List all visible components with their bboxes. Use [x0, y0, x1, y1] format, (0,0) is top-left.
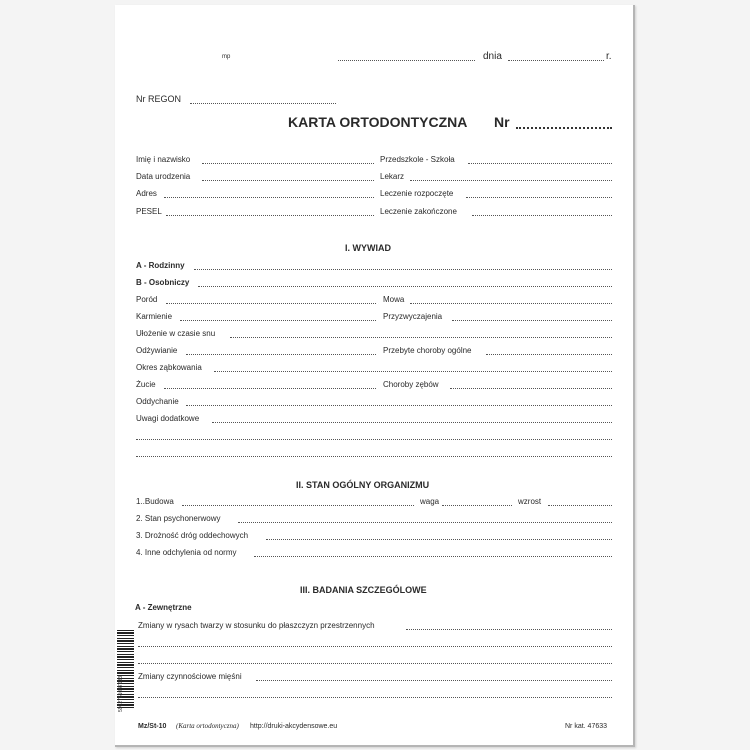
lecz-roz-label: Leczenie rozpoczęte	[380, 189, 454, 198]
barcode-number: 5902751047633	[118, 675, 124, 712]
lecz-zak-label: Leczenie zakończone	[380, 207, 457, 216]
budowa-line[interactable]	[182, 505, 414, 506]
lekarz-line[interactable]	[410, 180, 612, 181]
zmiany-czyn-line-2[interactable]	[138, 697, 612, 698]
mowa-line[interactable]	[410, 303, 612, 304]
zmiany-rysach-line-2[interactable]	[138, 646, 612, 647]
uwagi-line-2[interactable]	[136, 439, 612, 440]
footer-catalog: Nr kat. 47633	[565, 723, 608, 730]
nr-line[interactable]	[516, 127, 612, 129]
karmienie-label: Karmienie	[136, 312, 173, 321]
zabkowanie-label: Okres ząbkowania	[136, 363, 202, 372]
dnia-label: dnia	[483, 51, 502, 62]
imie-line[interactable]	[202, 163, 374, 164]
choroby-zebow-line[interactable]	[450, 388, 612, 389]
waga-line[interactable]	[442, 505, 512, 506]
przebyte-label: Przebyte choroby ogólne	[383, 346, 472, 355]
zmiany-czyn-label: Zmiany czynnościowe mięśni	[138, 672, 242, 681]
footer-name: (Karta ortodontyczna)	[176, 722, 239, 730]
osobniczy-label: B - Osobniczy	[136, 278, 190, 287]
oddychanie-line[interactable]	[186, 405, 612, 406]
uwagi-line-3[interactable]	[136, 456, 612, 457]
ulozenie-label: Ułożenie w czasie snu	[136, 329, 216, 338]
nr-label: Nr	[494, 114, 510, 130]
stan-heading: II. STAN OGÓLNY ORGANIZMU	[296, 480, 430, 490]
rodzinny-line[interactable]	[194, 269, 612, 270]
lekarz-label: Lekarz	[380, 172, 405, 181]
mowa-label: Mowa	[383, 295, 405, 304]
przyzwyczajenia-line[interactable]	[452, 320, 612, 321]
odchylenia-line[interactable]	[254, 556, 612, 557]
przyzwyczajenia-label: Przyzwyczajenia	[383, 312, 443, 321]
zmiany-rysach-label: Zmiany w rysach twarzy w stosunku do płaszczyzn przestrzennych	[138, 621, 375, 630]
zucie-label: Żucie	[136, 380, 156, 389]
zucie-line[interactable]	[164, 388, 376, 389]
lecz-zak-line[interactable]	[472, 215, 612, 216]
footer-code: Mz/St-10	[138, 723, 167, 730]
porod-label: Poród	[136, 295, 158, 304]
mp-label: mp	[222, 54, 231, 60]
page-title: KARTA ORTODONTYCZNA	[288, 114, 468, 130]
wywiad-heading: I. WYWIAD	[345, 243, 391, 253]
droznosc-label: 3. Drożność dróg oddechowych	[136, 531, 249, 540]
waga-label: waga	[420, 497, 440, 506]
psycho-line[interactable]	[238, 522, 612, 523]
wzrost-label: wzrost	[518, 497, 542, 506]
psycho-label: 2. Stan psychonerwowy	[136, 514, 221, 523]
odzywianie-line[interactable]	[186, 354, 376, 355]
year-suffix: r.	[606, 51, 612, 62]
place-line[interactable]	[338, 60, 475, 61]
zabkowanie-line[interactable]	[214, 371, 612, 372]
zmiany-czyn-line[interactable]	[256, 680, 612, 681]
przedszkole-label: Przedszkole - Szkoła	[380, 155, 455, 164]
pesel-label: PESEL	[136, 207, 162, 216]
badania-heading: III. BADANIA SZCZEGÓLOWE	[300, 585, 427, 595]
odchylenia-label: 4. Inne odchylenia od normy	[136, 548, 237, 557]
choroby-zebow-label: Choroby zębów	[383, 380, 439, 389]
karmienie-line[interactable]	[180, 320, 376, 321]
date-line[interactable]	[508, 60, 604, 61]
adres-label: Adres	[136, 189, 157, 198]
oddychanie-label: Oddychanie	[136, 397, 179, 406]
przebyte-line[interactable]	[486, 354, 612, 355]
data-ur-line[interactable]	[202, 180, 374, 181]
footer-url[interactable]: http://druki-akcydensowe.eu	[250, 723, 338, 730]
przedszkole-line[interactable]	[468, 163, 612, 164]
zewnetrzne-label: A - Zewnętrzne	[135, 603, 192, 612]
wzrost-line[interactable]	[548, 505, 612, 506]
ulozenie-line[interactable]	[230, 337, 612, 338]
zmiany-rysach-line-3[interactable]	[138, 663, 612, 664]
zmiany-rysach-line[interactable]	[406, 629, 612, 630]
budowa-label: 1..Budowa	[136, 497, 174, 506]
odzywianie-label: Odżywianie	[136, 346, 178, 355]
uwagi-line[interactable]	[212, 422, 612, 423]
regon-line[interactable]	[190, 103, 336, 104]
rodzinny-label: A - Rodzinny	[136, 261, 185, 270]
data-ur-label: Data urodzenia	[136, 172, 191, 181]
osobniczy-line[interactable]	[198, 286, 612, 287]
adres-line[interactable]	[164, 197, 374, 198]
imie-label: Imię i nazwisko	[136, 155, 191, 164]
pesel-line[interactable]	[166, 215, 374, 216]
uwagi-label: Uwagi dodatkowe	[136, 414, 200, 423]
lecz-roz-line[interactable]	[466, 197, 612, 198]
regon-label: Nr REGON	[136, 94, 181, 104]
porod-line[interactable]	[166, 303, 376, 304]
droznosc-line[interactable]	[266, 539, 612, 540]
